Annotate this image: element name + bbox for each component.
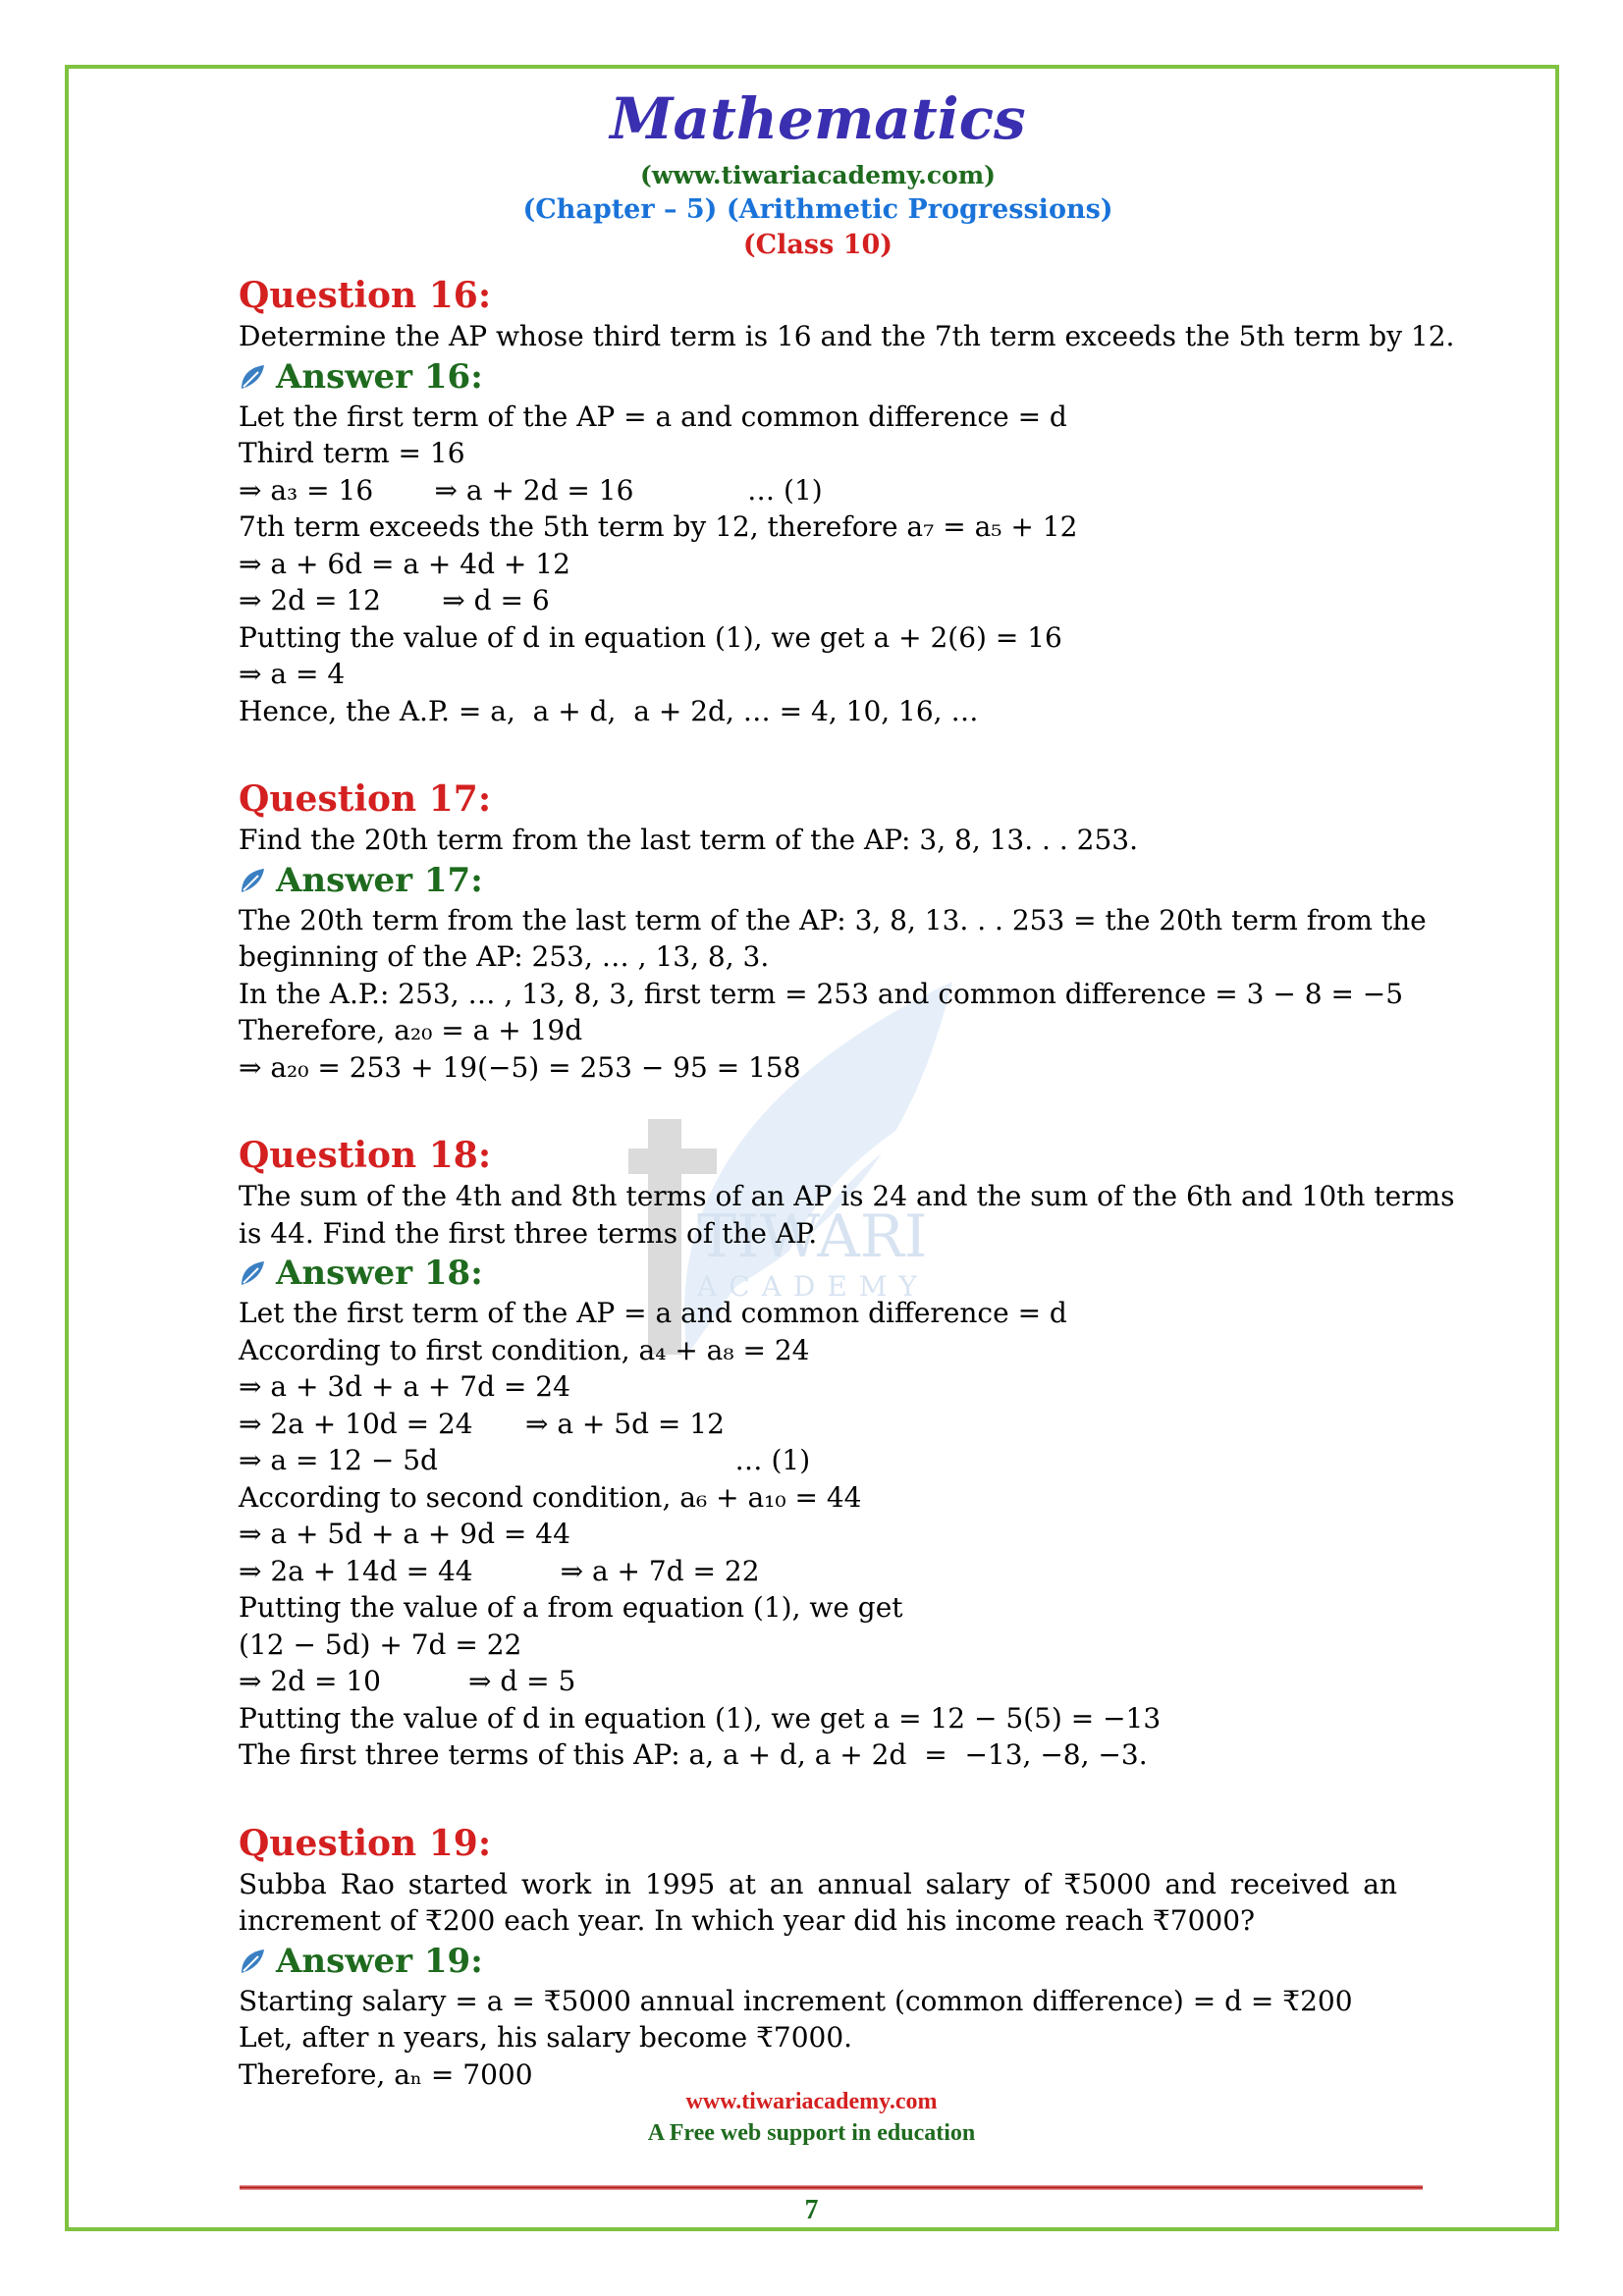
page-header xyxy=(239,79,1397,263)
answer-18-line: ⇒ 2d = 10 ⇒ d = 5 xyxy=(239,1665,576,1697)
question-16-text: Determine the AP whose third term is 16 and the 7th term exceeds the 5th term by 12. xyxy=(239,320,1455,352)
page-content xyxy=(239,79,1455,2093)
answer-18-line: Let the first term of the AP = a and common difference = d xyxy=(239,1297,1067,1329)
question-16-block xyxy=(239,273,1455,729)
answer-16-line: ⇒ a₃ = 16 ⇒ a + 2d = 16 … (1) xyxy=(239,473,823,507)
leaf-icon xyxy=(239,867,266,894)
leaf-icon xyxy=(239,1259,266,1287)
page-number: 7 xyxy=(804,2195,819,2225)
answer-17-line: In the A.P.: 253, … , 13, 8, 3, first term = 253 and common difference = 3 − 8 = −5 xyxy=(239,977,1404,1010)
answer-18-line: According to first condition, a₄ + a₈ = 24 xyxy=(239,1333,810,1366)
answer-16-line: ⇒ a + 6d = a + 4d + 12 xyxy=(239,547,570,580)
answer-18-heading xyxy=(239,1252,1397,1295)
answer-18-line: ⇒ a + 3d + a + 7d = 24 xyxy=(239,1370,570,1403)
answer-18-line: ⇒ 2a + 10d = 24 ⇒ a + 5d = 12 xyxy=(239,1407,725,1440)
header-chapter: (Chapter – 5) (Arithmetic Progressions) xyxy=(522,194,1113,225)
question-19-heading: Question 19: xyxy=(239,1822,492,1864)
question-17-block xyxy=(239,776,1427,1086)
answer-18-label: Answer 18: xyxy=(276,1254,483,1293)
answer-18-line: ⇒ a + 5d + a + 9d = 44 xyxy=(239,1518,570,1550)
question-17-heading: Question 17: xyxy=(239,778,492,820)
question-17-text: Find the 20th term from the last term of the AP: 3, 8, 13. . . 253. xyxy=(239,824,1138,856)
answer-16-line: Putting the value of d in equation (1), we get a + 2(6) = 16 xyxy=(239,620,1062,654)
answer-16-label: Answer 16: xyxy=(276,356,483,397)
question-16-heading: Question 16: xyxy=(239,275,492,316)
answer-17-line: Therefore, a₂₀ = a + 19d xyxy=(239,1014,583,1046)
question-18-text: The sum of the 4th and 8th terms of an AP is 24 and the sum of the 6th and 10th terms xyxy=(239,1180,1455,1212)
watermark-text-tiwari: TIWARI xyxy=(697,1202,928,1271)
leaf-icon xyxy=(239,1948,266,1975)
question-18-block xyxy=(239,1133,1455,1774)
answer-16-heading xyxy=(239,355,1397,399)
answer-19-line: Let, after n years, his salary become ₹7000. xyxy=(239,2021,853,2054)
answer-16-line: ⇒ 2d = 12 ⇒ d = 6 xyxy=(239,584,550,616)
answer-19-line: Starting salary = a = ₹5000 annual increment (common difference) = d = ₹200 xyxy=(239,1984,1353,2017)
answer-17-line: The 20th term from the last term of the AP: 3, 8, 13. . . 253 = the 20th term from the xyxy=(239,903,1427,936)
question-19-block xyxy=(239,1821,1397,2094)
footer-website-link[interactable]: www.tiwariacademy.com xyxy=(685,2089,938,2114)
answer-19-label: Answer 19: xyxy=(276,1941,483,1981)
answer-18-line: According to second condition, a₆ + a₁₀ = 44 xyxy=(239,1480,862,1514)
answer-16-line: 7th term exceeds the 5th term by 12, therefore a₇ = a₅ + 12 xyxy=(239,510,1078,543)
answer-16-line: Let the first term of the AP = a and common difference = d xyxy=(239,400,1067,433)
answer-18-line: Putting the value of a from equation (1), we get xyxy=(239,1591,903,1624)
page-title: Mathematics xyxy=(610,85,1026,152)
header-website: (www.tiwariacademy.com) xyxy=(639,161,996,189)
answer-19-heading xyxy=(239,1940,1397,1983)
spacer xyxy=(239,1774,1397,1811)
answer-18-line: (12 − 5d) + 7d = 22 xyxy=(239,1628,522,1661)
question-19-text: Subba Rao started work in 1995 at an annual salary of ₹5000 and received an increment of ₹200 each year. In which year did his income reach ₹7000? xyxy=(239,1867,1397,1937)
answer-17-heading xyxy=(239,859,1397,902)
question-18-heading: Question 18: xyxy=(239,1135,492,1176)
watermark-text-academy: ACADEMY xyxy=(697,1270,929,1303)
answer-16-line: Third term = 16 xyxy=(239,437,465,469)
answer-16-line: Hence, the A.P. = a, a + d, a + 2d, … = 4, 10, 16, … xyxy=(239,694,979,727)
page-footer xyxy=(0,2086,1623,2149)
spacer xyxy=(239,729,1397,767)
header-class: (Class 10) xyxy=(742,230,893,260)
answer-18-line: The first three terms of this AP: a, a + d, a + 2d = −13, −8, −3. xyxy=(239,1738,1148,1771)
answer-16-line: ⇒ a = 4 xyxy=(239,658,346,690)
footer-tagline: A Free web support in education xyxy=(647,2120,976,2146)
question-18-text: is 44. Find the first three terms of the AP. xyxy=(239,1216,818,1250)
answer-17-line: beginning of the AP: 253, … , 13, 8, 3. xyxy=(239,940,770,973)
spacer xyxy=(239,1086,1397,1123)
answer-17-label: Answer 17: xyxy=(276,860,483,900)
footer-divider xyxy=(240,2185,1423,2190)
answer-17-line: ⇒ a₂₀ = 253 + 19(−5) = 253 − 95 = 158 xyxy=(239,1050,801,1084)
answer-19-line: Therefore, aₙ = 7000 xyxy=(239,2057,533,2091)
leaf-icon xyxy=(239,363,266,391)
answer-18-line: ⇒ a = 12 − 5d … (1) xyxy=(239,1444,811,1476)
answer-18-line: ⇒ 2a + 14d = 44 ⇒ a + 7d = 22 xyxy=(239,1554,760,1587)
answer-18-line: Putting the value of d in equation (1), we get a = 12 − 5(5) = −13 xyxy=(239,1701,1162,1735)
